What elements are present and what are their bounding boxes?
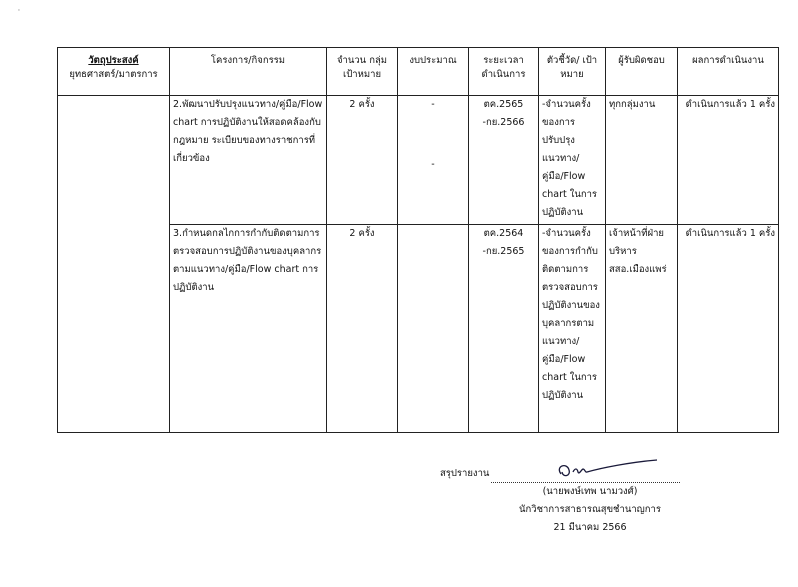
signature-icon (541, 458, 661, 484)
objective-cell (58, 96, 170, 433)
row1-project: 2.พัฒนาปรับปรุงแนวทาง/คู่มือ/Flow chart การปฏิบัติงานให้สอดคล้องกับกฎหมาย ระเบียบของทางราชการที่เกี่ยวข้อง (170, 96, 327, 225)
header-row (58, 48, 779, 96)
summary-row (440, 465, 680, 483)
row1-budget-value: - (431, 99, 435, 110)
summary-block (440, 465, 680, 537)
header-period: ระยะเวลา ดำเนินการ (469, 48, 539, 96)
summary-position: นักวิชาการสาธารณสุขชำนาญการ (519, 504, 661, 515)
row2-target: 2 ครั้ง (327, 225, 398, 433)
summary-date: 21 มีนาคม 2566 (553, 522, 627, 533)
row2-budget (398, 225, 469, 433)
summary-name: (นายพงษ์เทพ นามวงศ์) (542, 486, 638, 497)
header-result: ผลการดำเนินงาน (678, 48, 779, 96)
table-row (58, 96, 779, 225)
header-budget: งบประมาณ (398, 48, 469, 96)
header-objective (58, 48, 170, 96)
header-target-group: จำนวน กลุ่มเป้าหมาย (327, 48, 398, 96)
signature-line (491, 470, 680, 483)
row2-project: 3.กำหนดกลไกการกำกับติดตามการตรวจสอบการปฏิบัติงานของบุคลากรตามแนวทาง/คู่มือ/Flow chart การปฏิบัติงาน (170, 225, 327, 433)
summary-label: สรุปรายงาน (440, 468, 490, 479)
row2-result: ดำเนินการแล้ว 1 ครั้ง (678, 225, 779, 433)
row2-responsible: เจ้าหน้าที่ฝ่ายบริหาร สสอ.เมืองแพร่ (606, 225, 678, 433)
plan-table (57, 47, 779, 433)
header-project: โครงการ/กิจกรรม (170, 48, 327, 96)
row1-responsible: ทุกกลุ่มงาน (606, 96, 678, 225)
row1-result: ดำเนินการแล้ว 1 ครั้ง (678, 96, 779, 225)
row2-period: ตค.2564 -กย.2565 (469, 225, 539, 433)
header-indicator: ตัวชี้วัด/ เป้าหมาย (539, 48, 606, 96)
row1-budget (398, 96, 469, 225)
header-objective-title: วัตถุประสงค์ (88, 55, 139, 66)
row1-target: 2 ครั้ง (327, 96, 398, 225)
header-responsible: ผู้รับผิดชอบ (606, 48, 678, 96)
row1-budget-value-2: - (431, 159, 435, 170)
row2-indicator: -จำนวนครั้งของการกำกับติดตามการตรวจสอบการปฏิบัติงานของบุคลากรตามแนวทาง/คู่มือ/Flow chart ในการปฏิบัติงาน (539, 225, 606, 433)
row1-indicator: -จำนวนครั้งของการปรับปรุงแนวทาง/คู่มือ/Flow chart ในการปฏิบัติงาน (539, 96, 606, 225)
corner-mark: ' (18, 8, 20, 16)
header-objective-sub: ยุทธศาสตร์/มาตรการ (69, 69, 158, 80)
row1-period: ตค.2565 -กย.2566 (469, 96, 539, 225)
